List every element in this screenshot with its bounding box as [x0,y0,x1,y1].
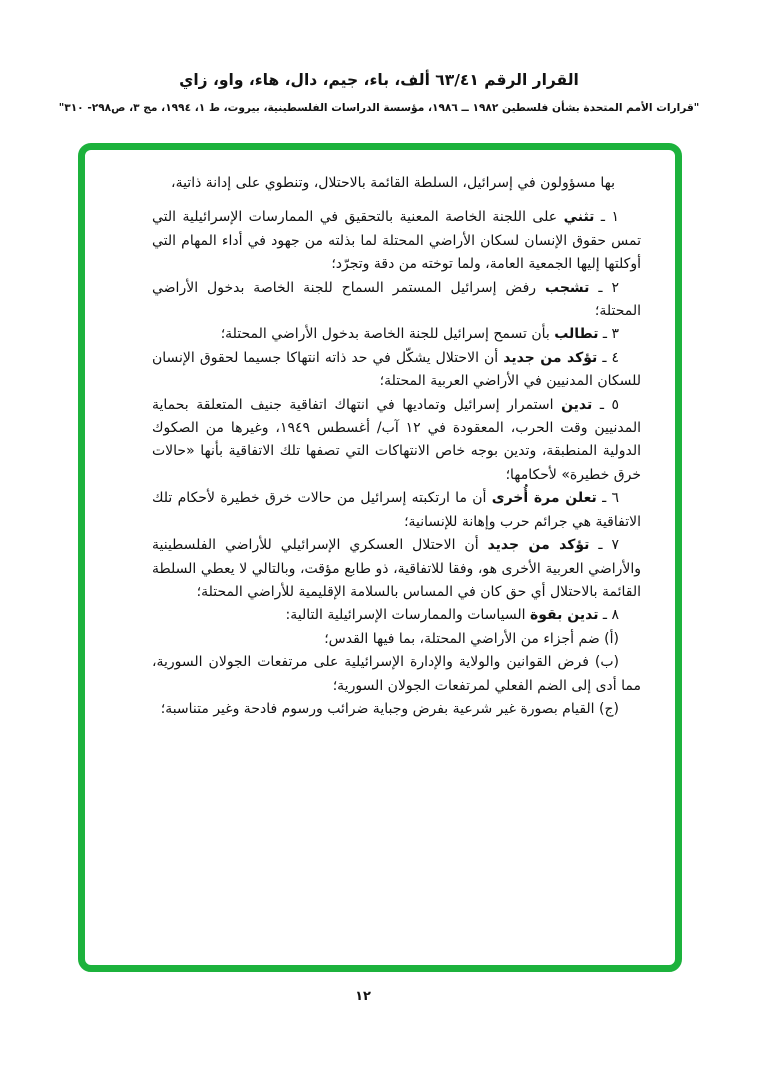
paragraph-continuation [152,172,641,195]
paragraph-text: أن ما ارتكبته إسرائيل من حالات خرق خطيرة لأحكام تلك الاتفاقية هي جرائم حرب وإهانة للإنسانية؛ [152,490,641,530]
operative-verb: تشجب [545,279,590,296]
subparagraph-a [152,628,641,651]
paragraph-item-7 [152,534,641,604]
subparagraph-c [152,698,641,721]
paragraph-text: أن الاحتلال يشكّل في حد ذاته انتهاكا جسيما لحقوق الإنسان للسكان المدنيين في الأراضي العربية المحتلة؛ [152,349,641,390]
page-title: القرار الرقم ٦٣/٤١ ألف، باء، جيم، دال، هاء، واو، زاي [179,71,579,89]
paragraph-text: على اللجنة الخاصة المعنية بالتحقيق في الممارسات الإسرائيلية التي تمس حقوق الإنسان لسكان الأراضي المحتلة لما بذلته من جهود في أداء المهام التي أوكلتها إليها الجمعية العامة، ولما توخته من دقة وتجرّد؛ [152,209,641,273]
paragraph-text: السياسات والممارسات الإسرائيلية التالية: [285,607,526,624]
item-number: ٣ ـ [602,326,619,343]
paragraph-item-1 [152,206,641,276]
operative-verb: تثني [563,209,595,226]
paragraph-item-8 [152,604,641,627]
operative-verb: تدين [561,396,593,413]
paragraph-item-3 [152,323,641,346]
paragraph-text: أن الاحتلال العسكري الإسرائيلي للأراضي الفلسطينية والأراضي العربية الأخرى هو، وفقا للاتفاقية، ذو طابع مؤقت، وبالتالي لا يعطي السلطة القائمة بالاحتلال أي حق كان في المساس بالسلامة الإقليمية للأراضي المحتلة؛ [152,537,641,600]
item-number: ٥ ـ [599,396,620,413]
operative-verb: تطالب [554,326,599,343]
operative-verb: تدين بقوة [530,607,599,624]
paragraph-text: فرض القوانين والولاية والإدارة الإسرائيلية على مرتفعات الجولان السورية، مما أدى إلى الضم الفعلي لمرتفعات الجولان السورية؛ [152,654,641,694]
source-citation: "قرارات الأمم المتحدة بشأن فلسطين ١٩٨٢ ــ ١٩٨٦، مؤسسة الدراسات الفلسطينية، بيروت، ط ١، ١٩٩٤، مج ٣، ص٢٩٨- ٣١٠" [58,102,700,114]
paragraph-item-4 [152,347,641,394]
operative-verb: تعلن مرة أُخرى [491,490,597,507]
paragraph-text: ضم أجزاء من الأراضي المحتلة، بما فيها القدس؛ [324,630,600,647]
operative-verb: تؤكد من جديد [503,349,598,366]
paragraph-text: القيام بصورة غير شرعية بفرض وجباية ضرائب ورسوم فادحة وغير متناسبة؛ [160,700,595,717]
item-number: ٦ ـ [602,490,620,507]
item-number: ١ ـ [600,209,619,226]
paragraph-text: استمرار إسرائيل وتماديها في انتهاك اتفاقية جنيف المتعلقة بحماية المدنيين وقت الحرب، المعقودة في ١٢ آب/ أغسطس ١٩٤٩، وغيرها من الصكوك الدولية المنطبقة، وتدين بوجه خاص الانتهاكات التي تصفها تلك الاتفاقية بأنها «حالات خرق خطيرة» لأحكامها؛ [152,396,641,483]
item-number: ٤ ـ [602,349,619,366]
paragraph-item-6 [152,487,641,534]
item-letter: (ج) [599,700,619,717]
page-number: ١٢ [355,989,371,1004]
operative-verb: تؤكد من جديد [487,537,590,554]
resolution-text-block [152,172,641,721]
subparagraph-b [152,651,641,698]
paragraph-item-2 [152,277,641,324]
paragraph-item-5 [152,394,641,488]
paragraph-text: بأن تسمح إسرائيل للجنة الخاصة بدخول الأراضي المحتلة؛ [220,326,550,343]
item-letter: (ب) [594,654,620,671]
paragraph-text: بها مسؤولون في إسرائيل، السلطة القائمة بالاحتلال، وتنطوي على إدانة ذاتية، [171,175,615,191]
item-number: ٢ ـ [598,279,619,296]
item-number: ٨ ـ [602,607,619,624]
item-number: ٧ ـ [598,537,619,554]
item-letter: (أ) [604,630,619,647]
paragraph-text: رفض إسرائيل المستمر السماح للجنة الخاصة بدخول الأراضي المحتلة؛ [152,279,641,320]
